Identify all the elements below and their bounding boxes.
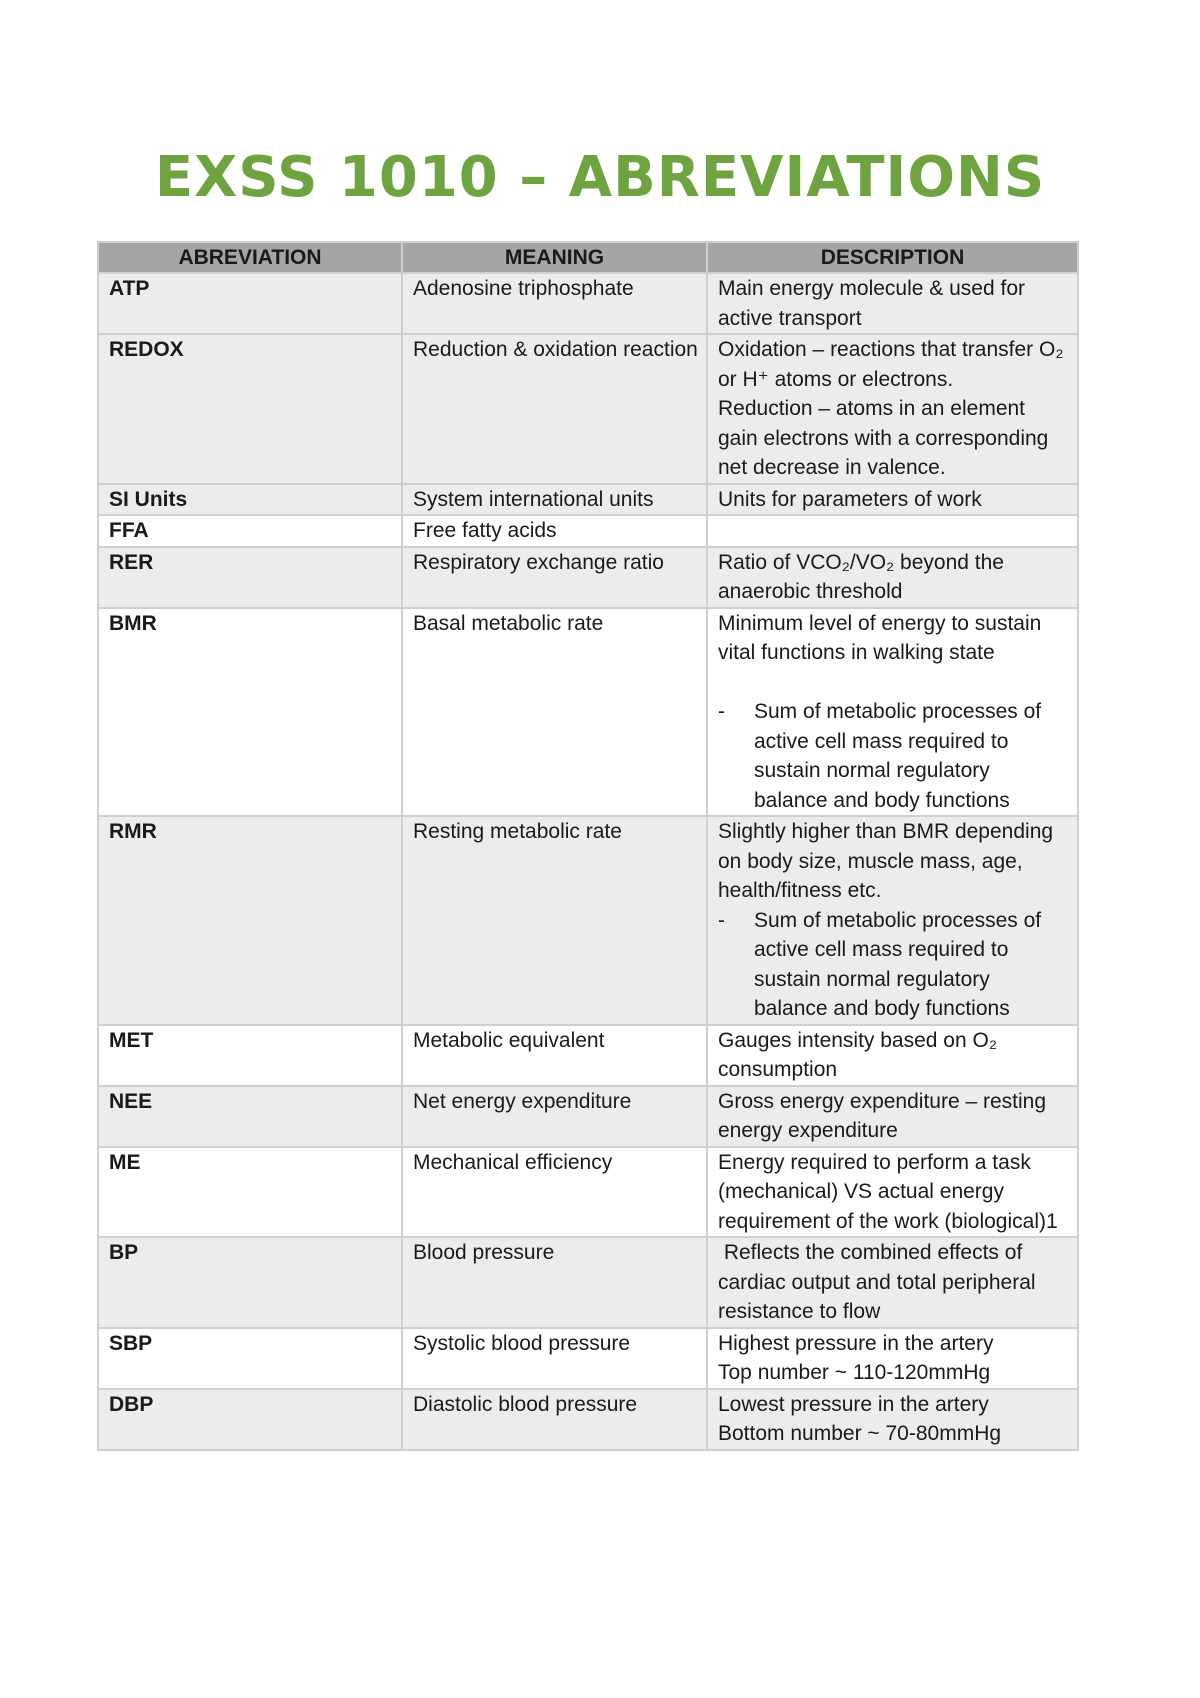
description-cell: [707, 515, 1078, 547]
table-header-row: [98, 242, 1078, 273]
description-cell: [707, 334, 1078, 484]
meaning-cell: Adenosine triphosphate: [402, 273, 707, 334]
meaning-cell: Blood pressure: [402, 1237, 707, 1328]
description-line: Reduction – atoms in an element gain electrons with a corresponding net decrease in valence.: [718, 397, 1049, 479]
description-line: Gross energy expenditure – resting energy expenditure: [718, 1089, 1047, 1142]
meaning-cell: Respiratory exchange ratio: [402, 547, 707, 608]
description-cell: [707, 816, 1078, 1025]
page-title: EXSS 1010 – ABREVIATIONS: [154, 145, 1046, 210]
meaning-cell: Net energy expenditure: [402, 1086, 707, 1147]
table-row: [98, 1237, 1078, 1328]
table-row: [98, 273, 1078, 334]
table-row: [98, 608, 1078, 817]
description-cell: [707, 484, 1078, 516]
meaning-cell: Resting metabolic rate: [402, 816, 707, 1025]
abbreviation-cell: SBP: [98, 1328, 402, 1389]
description-cell: [707, 1328, 1078, 1389]
table-row: [98, 816, 1078, 1025]
bullet-dash: -: [718, 700, 725, 723]
description-line: Units for parameters of work: [718, 487, 982, 511]
abbreviation-cell: REDOX: [98, 334, 402, 484]
description-cell: [707, 1025, 1078, 1086]
description-cell: [707, 1147, 1078, 1238]
abbreviation-cell: FFA: [98, 515, 402, 547]
table-row: [98, 1025, 1078, 1086]
abbreviation-cell: ME: [98, 1147, 402, 1238]
header-abbreviation: ABREVIATION: [98, 242, 402, 273]
meaning-cell: Reduction & oxidation reaction: [402, 334, 707, 484]
description-line: Top number ~ 110-120mmHg: [718, 1361, 991, 1384]
description-cell: [707, 1389, 1078, 1450]
header-meaning: MEANING: [402, 242, 707, 273]
meaning-cell: Diastolic blood pressure: [402, 1389, 707, 1450]
description-line: Main energy molecule & used for active transport: [718, 277, 1025, 330]
abbreviation-cell: BP: [98, 1237, 402, 1328]
abbreviation-cell: MET: [98, 1025, 402, 1086]
table-row: [98, 1389, 1078, 1450]
abbreviations-table: [97, 241, 1079, 1451]
table-row: [98, 515, 1078, 547]
description-line: Highest pressure in the artery: [718, 1331, 994, 1355]
table-row: [98, 334, 1078, 484]
table-row: [98, 484, 1078, 516]
meaning-cell: System international units: [402, 484, 707, 516]
description-line: Lowest pressure in the artery: [718, 1392, 989, 1416]
bullet-text: Sum of metabolic processes of active cell mass required to sustain normal regulatory balance and body functions: [754, 908, 1042, 1020]
bullet-text: Sum of metabolic processes of active cell mass required to sustain normal regulatory balance and body functions: [754, 700, 1042, 812]
description-cell: [707, 547, 1078, 608]
description-line: Minimum level of energy to sustain vital functions in walking state: [718, 611, 1042, 664]
meaning-cell: Mechanical efficiency: [402, 1147, 707, 1238]
description-cell: [707, 1086, 1078, 1147]
description-line: Slightly higher than BMR depending on body size, muscle mass, age, health/fitness etc.: [718, 820, 1054, 902]
bullet-dash: -: [718, 908, 725, 932]
table-row: [98, 1086, 1078, 1147]
meaning-cell: Systolic blood pressure: [402, 1328, 707, 1389]
abbreviation-cell: BMR: [98, 608, 402, 817]
description-line: Bottom number ~ 70-80mmHg: [718, 1422, 1002, 1445]
table-row: [98, 1328, 1078, 1389]
abbreviation-cell: SI Units: [98, 484, 402, 516]
header-description: DESCRIPTION: [707, 242, 1078, 273]
meaning-cell: Basal metabolic rate: [402, 608, 707, 817]
description-line: Ratio of VCO₂/VO₂ beyond the anaerobic threshold: [718, 550, 1004, 603]
abbreviation-cell: RMR: [98, 816, 402, 1025]
abbreviation-cell: ATP: [98, 273, 402, 334]
description-cell: [707, 608, 1078, 817]
table-row: [98, 547, 1078, 608]
description-line: Energy required to perform a task (mechanical) VS actual energy requirement of the work (biological)1: [718, 1150, 1058, 1233]
meaning-cell: Free fatty acids: [402, 515, 707, 547]
abbreviation-cell: NEE: [98, 1086, 402, 1147]
description-line: Gauges intensity based on O₂ consumption: [718, 1028, 997, 1081]
description-line: Reflects the combined effects of cardiac output and total peripheral resistance to flow: [718, 1241, 1036, 1323]
description-bullet: [718, 906, 1069, 1024]
description-bullet: [718, 697, 1069, 815]
description-line: Oxidation – reactions that transfer O₂ or H⁺ atoms or electrons.: [718, 338, 1064, 391]
abbreviation-cell: RER: [98, 547, 402, 608]
description-cell: [707, 1237, 1078, 1328]
meaning-cell: Metabolic equivalent: [402, 1025, 707, 1086]
description-cell: [707, 273, 1078, 334]
abbreviation-cell: DBP: [98, 1389, 402, 1450]
table-row: [98, 1147, 1078, 1238]
